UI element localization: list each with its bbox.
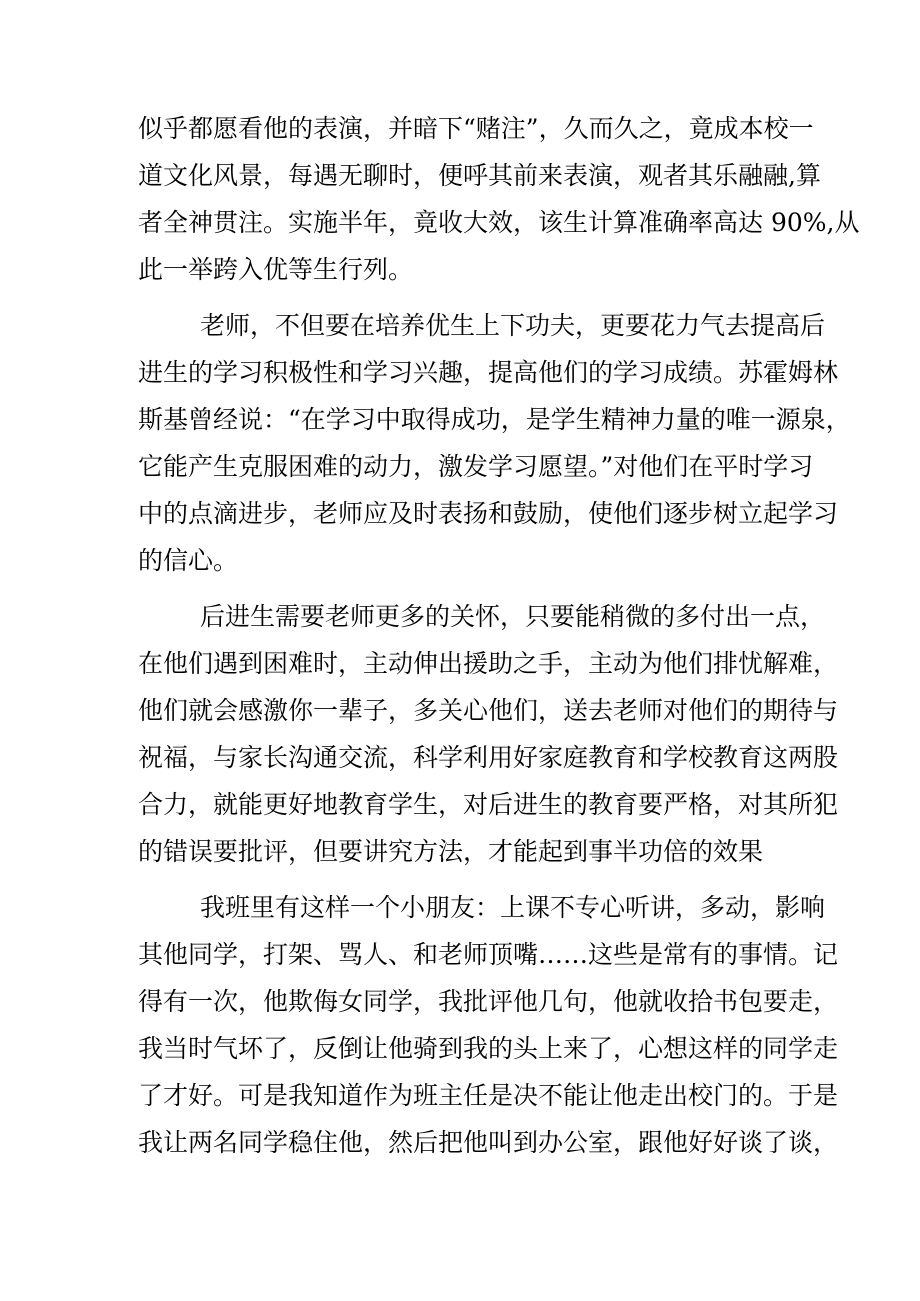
text-line: 我让两名同学稳住他，然后把他叫到办公室，跟他好好谈了谈，: [138, 1128, 839, 1157]
text-line: 他们就会感激你一辈子，多关心他们，送去老师对他们的期待与: [138, 696, 839, 725]
text-line: 我当时气坏了，反倒让他骑到我的头上来了，心想这样的同学走: [138, 1034, 839, 1063]
text-line: 了才好。可是我知道作为班主任是决不能让他走出校门的。于是: [138, 1081, 839, 1110]
text-line: 后进生需要老师更多的关怀，只要能稍微的多付出一点，: [200, 602, 826, 631]
body-text: [138, 105, 860, 1166]
text-line: 的信心。: [138, 546, 239, 575]
text-line: 老师，不但要在培养优生上下功夫，更要花力气去提高后: [200, 311, 826, 340]
paragraph-1: [138, 105, 860, 293]
text-line: 的错误要批评，但要讲究方法，才能起到事半功倍的效果: [138, 837, 764, 866]
text-line: 道文化风景，每遇无聊时，便呼其前来表演，观者其乐融融,算: [138, 161, 821, 190]
text-line: 者全神贯注。实施半年，竟收大效，该生计算准确率高达 90%,从: [138, 208, 860, 237]
text-line: 得有一次，他欺侮女同学，我批评他几句，他就收拾书包要走，: [138, 987, 839, 1016]
text-line: 斯基曾经说：“在学习中取得成功，是学生精神力量的唯一源泉，: [138, 405, 851, 434]
text-line: 在他们遇到困难时，主动伸出援助之手，主动为他们排忧解难，: [138, 649, 839, 678]
paragraph-2: [138, 302, 851, 584]
text-line: 此一举跨入优等生行列。: [138, 255, 414, 284]
text-line: 合力，就能更好地教育学生，对后进生的教育要严格，对其所犯: [138, 790, 839, 819]
text-line: 中的点滴进步，老师应及时表扬和鼓励，使他们逐步树立起学习: [138, 499, 839, 528]
text-line: 祝福，与家长沟通交流，科学利用好家庭教育和学校教育这两股: [138, 743, 839, 772]
text-line: 它能产生克服困难的动力，激发学习愿望。”对他们在平时学习: [138, 452, 814, 481]
paragraph-4: [138, 884, 839, 1166]
text-line: 我班里有这样一个小朋友：上课不专心听讲，多动，影响: [200, 893, 826, 922]
text-line: 似乎都愿看他的表演，并暗下“赌注”，久而久之，竟成本校一: [138, 114, 814, 143]
paragraph-3: [138, 593, 839, 875]
text-line: 进生的学习积极性和学习兴趣，提高他们的学习成绩。苏霍姆林: [138, 358, 839, 387]
text-line: 其他同学，打架、骂人、和老师顶嘴……这些是常有的事情。记: [138, 940, 839, 969]
